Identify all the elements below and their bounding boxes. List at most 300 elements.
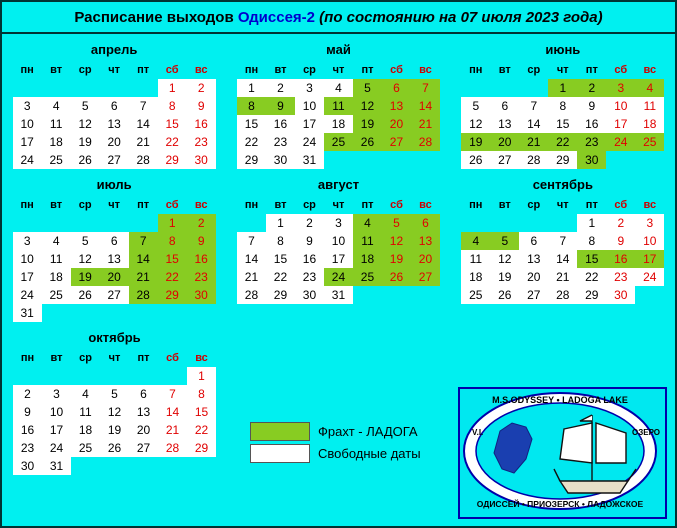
week-row [461, 232, 664, 250]
empty-cell [606, 151, 635, 169]
day-cell-free[interactable]: 5 [71, 232, 100, 250]
day-cell-free[interactable]: 23 [606, 268, 635, 286]
weekday-header: сб [382, 61, 411, 79]
day-cell-free[interactable]: 25 [461, 286, 490, 304]
day-cell-free[interactable]: 4 [324, 79, 353, 97]
day-cell-freight[interactable]: 23 [187, 268, 216, 286]
day-cell-free[interactable]: 11 [461, 250, 490, 268]
day-cell-freight[interactable]: 17 [635, 250, 664, 268]
day-cell-free[interactable]: 10 [295, 97, 324, 115]
week-row [13, 304, 216, 322]
day-cell-free[interactable]: 28 [548, 286, 577, 304]
day-cell-free[interactable]: 3 [13, 232, 42, 250]
weekday-header-row [13, 61, 216, 79]
day-cell-freight[interactable]: 5 [353, 79, 382, 97]
day-cell-free[interactable]: 6 [490, 97, 519, 115]
day-cell-freight[interactable]: 4 [353, 214, 382, 232]
month-table [13, 348, 217, 475]
day-cell-freight[interactable]: 15 [158, 250, 187, 268]
day-cell-free[interactable]: 25 [42, 286, 71, 304]
weekday-header: сб [158, 349, 187, 367]
day-cell-freight[interactable]: 8 [237, 97, 266, 115]
day-cell-free[interactable]: 15 [548, 115, 577, 133]
day-cell-free[interactable]: 29 [158, 151, 187, 169]
day-cell-free[interactable]: 16 [266, 115, 295, 133]
day-cell-free[interactable]: 24 [13, 151, 42, 169]
weekday-header: чт [548, 196, 577, 214]
day-cell-freight[interactable]: 8 [158, 232, 187, 250]
week-row [461, 214, 664, 232]
day-cell-freight[interactable]: 6 [411, 214, 440, 232]
month-table [236, 60, 440, 169]
day-cell-freight[interactable]: 21 [519, 133, 548, 151]
week-row [13, 250, 216, 268]
day-cell-free[interactable]: 2 [606, 214, 635, 232]
day-cell-free[interactable]: 24 [42, 439, 71, 457]
day-cell-free[interactable]: 15 [266, 250, 295, 268]
day-cell-freight[interactable]: 20 [411, 250, 440, 268]
day-cell-freight[interactable]: 13 [411, 232, 440, 250]
day-cell-free[interactable]: 22 [577, 268, 606, 286]
day-cell-freight[interactable]: 28 [129, 286, 158, 304]
day-cell-free[interactable]: 20 [129, 421, 158, 439]
day-cell-free[interactable]: 31 [324, 286, 353, 304]
day-cell-free[interactable]: 27 [100, 286, 129, 304]
day-cell-freight[interactable]: 5 [382, 214, 411, 232]
day-cell-freight[interactable]: 16 [187, 250, 216, 268]
day-cell-free[interactable]: 25 [71, 439, 100, 457]
day-cell-free[interactable]: 29 [187, 439, 216, 457]
calendar-month [2, 173, 226, 326]
legend-item-free [250, 444, 421, 463]
day-cell-freight[interactable]: 22 [158, 268, 187, 286]
week-row [13, 439, 216, 457]
weekday-header: вт [266, 196, 295, 214]
day-cell-free[interactable]: 18 [42, 133, 71, 151]
day-cell-free[interactable]: 11 [71, 403, 100, 421]
day-cell-free[interactable]: 21 [129, 133, 158, 151]
day-cell-freight[interactable]: 2 [187, 214, 216, 232]
day-cell-free[interactable]: 9 [606, 232, 635, 250]
weekday-header: сб [606, 196, 635, 214]
day-cell-freight[interactable]: 2 [577, 79, 606, 97]
day-cell-free[interactable]: 26 [71, 286, 100, 304]
day-cell-free[interactable]: 9 [295, 232, 324, 250]
day-cell-free[interactable]: 17 [13, 133, 42, 151]
weekday-header: пн [13, 349, 42, 367]
weekday-header-row [13, 349, 216, 367]
day-cell-free[interactable]: 28 [519, 151, 548, 169]
empty-cell [71, 214, 100, 232]
day-cell-free[interactable]: 6 [519, 232, 548, 250]
day-cell-free[interactable]: 2 [266, 79, 295, 97]
day-cell-free[interactable]: 8 [266, 232, 295, 250]
day-cell-free[interactable]: 7 [237, 232, 266, 250]
empty-cell [71, 457, 100, 475]
weekday-header: вс [187, 349, 216, 367]
day-cell-free[interactable]: 11 [42, 250, 71, 268]
day-cell-free[interactable]: 10 [635, 232, 664, 250]
day-cell-free[interactable]: 5 [461, 97, 490, 115]
day-cell-free[interactable]: 28 [129, 151, 158, 169]
day-cell-free[interactable]: 13 [100, 250, 129, 268]
empty-cell [382, 151, 411, 169]
weekday-header-row [13, 196, 216, 214]
weekday-header: ср [519, 61, 548, 79]
week-row [237, 268, 440, 286]
day-cell-free[interactable]: 8 [577, 232, 606, 250]
day-cell-freight[interactable]: 12 [382, 232, 411, 250]
empty-cell [13, 214, 42, 232]
day-cell-free[interactable]: 26 [100, 439, 129, 457]
empty-cell [353, 151, 382, 169]
day-cell-free[interactable]: 15 [237, 115, 266, 133]
empty-cell [100, 214, 129, 232]
week-row [237, 214, 440, 232]
day-cell-free[interactable]: 27 [100, 151, 129, 169]
day-cell-freight[interactable]: 19 [71, 268, 100, 286]
day-cell-free[interactable]: 8 [548, 97, 577, 115]
day-cell-free[interactable]: 4 [42, 97, 71, 115]
week-row [13, 151, 216, 169]
day-cell-free[interactable]: 13 [129, 403, 158, 421]
day-cell-freight[interactable]: 20 [382, 115, 411, 133]
month-table [461, 195, 665, 304]
day-cell-free[interactable]: 11 [42, 115, 71, 133]
day-cell-free[interactable]: 22 [266, 268, 295, 286]
empty-cell [129, 214, 158, 232]
day-cell-free[interactable]: 31 [13, 304, 42, 322]
day-cell-free[interactable]: 18 [71, 421, 100, 439]
weekday-header: пн [461, 196, 490, 214]
day-cell-free[interactable]: 1 [266, 214, 295, 232]
empty-cell [490, 214, 519, 232]
day-cell-free[interactable]: 1 [187, 367, 216, 385]
day-cell-free[interactable]: 24 [295, 133, 324, 151]
legend-swatch-free [250, 444, 310, 463]
day-cell-free[interactable]: 7 [129, 97, 158, 115]
day-cell-free[interactable]: 3 [13, 97, 42, 115]
weekday-header: пн [13, 61, 42, 79]
day-cell-freight[interactable]: 26 [382, 268, 411, 286]
day-cell-free[interactable]: 12 [490, 250, 519, 268]
empty-cell [42, 304, 71, 322]
day-cell-free[interactable]: 11 [635, 97, 664, 115]
day-cell-freight[interactable]: 19 [353, 115, 382, 133]
day-cell-freight[interactable]: 27 [382, 133, 411, 151]
day-cell-free[interactable]: 9 [577, 97, 606, 115]
day-cell-freight[interactable]: 4 [461, 232, 490, 250]
day-cell-free[interactable]: 29 [577, 286, 606, 304]
weekday-header: вс [187, 61, 216, 79]
day-cell-freight[interactable]: 18 [353, 250, 382, 268]
day-cell-free[interactable]: 10 [606, 97, 635, 115]
week-row [461, 115, 664, 133]
day-cell-free[interactable]: 3 [635, 214, 664, 232]
day-cell-free[interactable]: 19 [71, 133, 100, 151]
day-cell-free[interactable]: 30 [266, 151, 295, 169]
title-part1: Расписание выходов [74, 8, 238, 26]
week-row [461, 151, 664, 169]
empty-cell [71, 79, 100, 97]
day-cell-freight[interactable]: 20 [100, 268, 129, 286]
title-part2: (по состоянию на 07 июля 2023 года) [315, 8, 603, 26]
day-cell-freight[interactable]: 25 [324, 133, 353, 151]
day-cell-free[interactable]: 17 [42, 421, 71, 439]
day-cell-free[interactable]: 6 [100, 232, 129, 250]
day-cell-free[interactable]: 10 [42, 403, 71, 421]
day-cell-free[interactable]: 23 [187, 133, 216, 151]
day-cell-free[interactable]: 31 [42, 457, 71, 475]
day-cell-free[interactable]: 6 [129, 385, 158, 403]
empty-cell [42, 79, 71, 97]
day-cell-free[interactable]: 12 [461, 115, 490, 133]
weekday-header: вс [635, 196, 664, 214]
day-cell-free[interactable]: 23 [266, 133, 295, 151]
day-cell-free[interactable]: 19 [100, 421, 129, 439]
day-cell-free[interactable]: 29 [237, 151, 266, 169]
day-cell-free[interactable]: 7 [158, 385, 187, 403]
week-row [13, 115, 216, 133]
day-cell-free[interactable]: 27 [490, 151, 519, 169]
day-cell-free[interactable]: 16 [577, 115, 606, 133]
weekday-header: пн [237, 196, 266, 214]
svg-text:M.S.ODYSSEY • LADOGA LAKE: M.S.ODYSSEY • LADOGA LAKE [492, 395, 628, 405]
day-cell-free[interactable]: 28 [158, 439, 187, 457]
company-logo [458, 387, 667, 519]
day-cell-free[interactable]: 21 [237, 268, 266, 286]
empty-cell [324, 151, 353, 169]
day-cell-free[interactable]: 30 [13, 457, 42, 475]
day-cell-free[interactable]: 15 [187, 403, 216, 421]
day-cell-freight[interactable]: 14 [129, 250, 158, 268]
day-cell-freight[interactable]: 11 [324, 97, 353, 115]
day-cell-freight[interactable]: 5 [490, 232, 519, 250]
day-cell-free[interactable]: 22 [158, 133, 187, 151]
weekday-header: сб [158, 61, 187, 79]
day-cell-free[interactable]: 22 [187, 421, 216, 439]
day-cell-free[interactable]: 16 [295, 250, 324, 268]
day-cell-free[interactable]: 10 [324, 232, 353, 250]
day-cell-freight[interactable]: 3 [606, 79, 635, 97]
day-cell-free[interactable]: 28 [237, 286, 266, 304]
day-cell-free[interactable]: 25 [42, 151, 71, 169]
day-cell-free[interactable]: 22 [237, 133, 266, 151]
weekday-header: сб [382, 196, 411, 214]
day-cell-freight[interactable]: 19 [382, 250, 411, 268]
day-cell-free[interactable]: 30 [187, 151, 216, 169]
day-cell-freight[interactable]: 20 [490, 133, 519, 151]
day-cell-freight[interactable]: 24 [606, 133, 635, 151]
logo-graphic [460, 389, 661, 513]
day-cell-freight[interactable]: 4 [635, 79, 664, 97]
day-cell-free[interactable]: 24 [13, 286, 42, 304]
day-cell-free[interactable]: 18 [461, 268, 490, 286]
day-cell-freight[interactable]: 29 [158, 286, 187, 304]
day-cell-free[interactable]: 30 [606, 286, 635, 304]
day-cell-free[interactable]: 18 [635, 115, 664, 133]
day-cell-freight[interactable]: 27 [411, 268, 440, 286]
day-cell-freight[interactable]: 16 [606, 250, 635, 268]
empty-cell [158, 457, 187, 475]
day-cell-free[interactable]: 1 [237, 79, 266, 97]
day-cell-free[interactable]: 17 [606, 115, 635, 133]
day-cell-free[interactable]: 9 [187, 97, 216, 115]
day-cell-free[interactable]: 14 [129, 115, 158, 133]
day-cell-freight[interactable]: 30 [187, 286, 216, 304]
weekday-header: ср [295, 61, 324, 79]
day-cell-freight[interactable]: 28 [411, 133, 440, 151]
day-cell-free[interactable]: 12 [71, 250, 100, 268]
calendar-month [226, 173, 450, 326]
day-cell-freight[interactable]: 1 [158, 214, 187, 232]
day-cell-freight[interactable]: 13 [382, 97, 411, 115]
empty-cell [187, 457, 216, 475]
day-cell-free[interactable]: 4 [71, 385, 100, 403]
empty-cell [635, 286, 664, 304]
day-cell-free[interactable]: 1 [577, 214, 606, 232]
month-name: август [317, 177, 360, 192]
day-cell-free[interactable]: 17 [13, 268, 42, 286]
empty-cell [100, 304, 129, 322]
day-cell-free[interactable]: 18 [324, 115, 353, 133]
empty-cell [129, 79, 158, 97]
day-cell-free[interactable]: 2 [295, 214, 324, 232]
weekday-header: сб [158, 196, 187, 214]
day-cell-free[interactable]: 14 [158, 403, 187, 421]
day-cell-free[interactable]: 2 [13, 385, 42, 403]
empty-cell [129, 367, 158, 385]
day-cell-free[interactable]: 20 [519, 268, 548, 286]
day-cell-freight[interactable]: 21 [129, 268, 158, 286]
day-cell-free[interactable]: 12 [71, 115, 100, 133]
day-cell-free[interactable]: 10 [13, 250, 42, 268]
empty-cell [158, 304, 187, 322]
day-cell-free[interactable]: 13 [100, 115, 129, 133]
day-cell-free[interactable]: 14 [519, 115, 548, 133]
day-cell-free[interactable]: 12 [100, 403, 129, 421]
week-row [13, 385, 216, 403]
day-cell-free[interactable]: 17 [324, 250, 353, 268]
day-cell-free[interactable]: 26 [490, 286, 519, 304]
empty-cell [237, 214, 266, 232]
legend-label-freight: Фрахт - ЛАДОГА [318, 424, 418, 439]
day-cell-freight[interactable]: 7 [411, 79, 440, 97]
title-bar [2, 2, 675, 34]
day-cell-freight[interactable]: 19 [461, 133, 490, 151]
week-row [13, 367, 216, 385]
day-cell-freight[interactable]: 23 [577, 133, 606, 151]
day-cell-free[interactable]: 7 [519, 97, 548, 115]
week-row [237, 250, 440, 268]
day-cell-free[interactable]: 8 [187, 385, 216, 403]
day-cell-freight[interactable]: 25 [353, 268, 382, 286]
day-cell-freight[interactable]: 22 [548, 133, 577, 151]
day-cell-free[interactable]: 24 [635, 268, 664, 286]
day-cell-free[interactable]: 23 [13, 439, 42, 457]
empty-cell [158, 367, 187, 385]
weekday-header: пт [353, 196, 382, 214]
day-cell-free[interactable]: 10 [13, 115, 42, 133]
day-cell-freight[interactable]: 9 [187, 232, 216, 250]
day-cell-freight[interactable]: 15 [577, 250, 606, 268]
week-row [13, 214, 216, 232]
day-cell-free[interactable]: 31 [295, 151, 324, 169]
empty-cell [548, 214, 577, 232]
day-cell-freight[interactable]: 21 [411, 115, 440, 133]
day-cell-free[interactable]: 23 [295, 268, 324, 286]
day-cell-free[interactable]: 17 [295, 115, 324, 133]
day-cell-free[interactable]: 30 [295, 286, 324, 304]
day-cell-free[interactable]: 14 [548, 250, 577, 268]
day-cell-freight[interactable]: 14 [411, 97, 440, 115]
day-cell-free[interactable]: 29 [266, 286, 295, 304]
day-cell-free[interactable]: 3 [42, 385, 71, 403]
weekday-header: ср [295, 196, 324, 214]
day-cell-freight[interactable]: 25 [635, 133, 664, 151]
day-cell-free[interactable]: 13 [490, 115, 519, 133]
day-cell-freight[interactable]: 12 [353, 97, 382, 115]
day-cell-free[interactable]: 29 [548, 151, 577, 169]
weekday-header: вт [42, 349, 71, 367]
week-row [237, 133, 440, 151]
day-cell-free[interactable]: 7 [548, 232, 577, 250]
day-cell-freight[interactable]: 6 [382, 79, 411, 97]
day-cell-free[interactable]: 26 [71, 151, 100, 169]
day-cell-free[interactable]: 27 [129, 439, 158, 457]
day-cell-free[interactable]: 4 [42, 232, 71, 250]
day-cell-free[interactable]: 14 [237, 250, 266, 268]
weekday-header: вт [42, 196, 71, 214]
empty-cell [129, 457, 158, 475]
day-cell-free[interactable]: 16 [13, 421, 42, 439]
month-name: май [326, 42, 351, 57]
day-cell-freight[interactable]: 7 [129, 232, 158, 250]
day-cell-free[interactable]: 6 [100, 97, 129, 115]
day-cell-free[interactable]: 9 [13, 403, 42, 421]
day-cell-free[interactable]: 8 [158, 97, 187, 115]
day-cell-freight[interactable]: 26 [353, 133, 382, 151]
day-cell-free[interactable]: 5 [100, 385, 129, 403]
day-cell-free[interactable]: 1 [158, 79, 187, 97]
week-row [13, 232, 216, 250]
day-cell-free[interactable]: 27 [519, 286, 548, 304]
day-cell-freight[interactable]: 9 [266, 97, 295, 115]
day-cell-free[interactable]: 16 [187, 115, 216, 133]
day-cell-free[interactable]: 21 [548, 268, 577, 286]
day-cell-free[interactable]: 26 [461, 151, 490, 169]
day-cell-free[interactable]: 3 [324, 214, 353, 232]
day-cell-free[interactable]: 3 [295, 79, 324, 97]
day-cell-free[interactable]: 15 [158, 115, 187, 133]
week-row [461, 286, 664, 304]
week-row [461, 268, 664, 286]
day-cell-freight[interactable]: 11 [353, 232, 382, 250]
day-cell-free[interactable]: 18 [42, 268, 71, 286]
week-row [237, 286, 440, 304]
day-cell-free[interactable]: 13 [519, 250, 548, 268]
empty-cell [519, 214, 548, 232]
day-cell-freight[interactable]: 30 [577, 151, 606, 169]
day-cell-free[interactable]: 2 [187, 79, 216, 97]
day-cell-freight[interactable]: 24 [324, 268, 353, 286]
day-cell-freight[interactable]: 1 [548, 79, 577, 97]
day-cell-free[interactable]: 21 [158, 421, 187, 439]
week-row [13, 403, 216, 421]
day-cell-free[interactable]: 20 [100, 133, 129, 151]
day-cell-free[interactable]: 19 [490, 268, 519, 286]
day-cell-free[interactable]: 5 [71, 97, 100, 115]
